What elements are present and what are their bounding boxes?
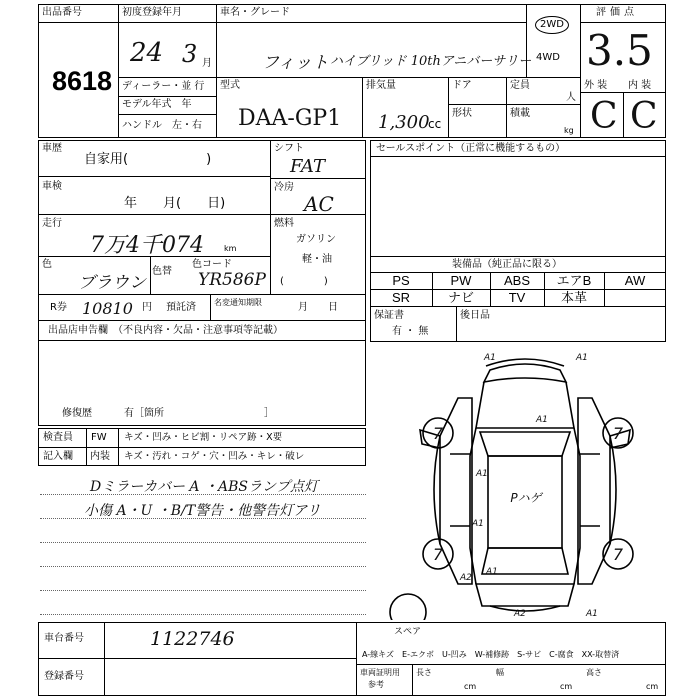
load-label: 積載 xyxy=(510,108,530,119)
name-change-value: 月 日 xyxy=(298,302,338,313)
first-reg-month: 3 xyxy=(182,40,198,68)
damage-mark-hood: A1 xyxy=(536,415,548,425)
tire-mark-rear-right: 7 xyxy=(612,545,624,564)
damage-legend: A-線キズ E-エクボ U-凹み W-補修跡 S-サビ C-腐食 XX-取替済 xyxy=(362,650,620,659)
type-label: 型式 xyxy=(220,80,240,91)
interior-codes: キズ・汚れ・コゲ・穴・凹み・キレ・破レ xyxy=(124,451,305,462)
size-label: 車両証明用 xyxy=(360,668,400,677)
door-label: ドア xyxy=(452,80,472,91)
cc-unit: cc xyxy=(428,117,442,131)
fw-label: FW xyxy=(91,432,107,443)
shaken-label: 車検 xyxy=(42,181,62,192)
color-label: 色 xyxy=(42,259,52,270)
km-unit: km xyxy=(224,244,237,253)
exterior-codes: キズ・凹み・ヒビ割・リペア跡・X要 xyxy=(124,432,283,443)
height-unit: cm xyxy=(646,682,659,691)
load-unit: kg xyxy=(564,126,574,135)
declaration-label: 出品店申告欄 （不良内容・欠品・注意事項等記載） xyxy=(48,325,283,336)
shift-value: FAT xyxy=(290,156,325,177)
right-details-frame xyxy=(370,140,666,342)
handle-label: ハンドル 左・右 xyxy=(122,120,202,131)
fuel-diesel: 軽・油 xyxy=(302,254,332,265)
exterior-label: 外 装 xyxy=(584,80,608,91)
lot-no-label: 出品番号 xyxy=(42,7,82,18)
type-value: DAA-GP1 xyxy=(238,106,342,131)
ref-label: 参考 xyxy=(368,680,384,689)
repair-value: 有［箇所 ］ xyxy=(124,408,274,419)
height-label: 高さ xyxy=(586,668,602,677)
equip-abs: ABS xyxy=(503,273,530,288)
equip-leather: 本革 xyxy=(560,290,587,305)
color-value: ブラウン xyxy=(78,273,146,293)
damage-mark-front-left: A1 xyxy=(484,353,496,363)
equip-pw: PW xyxy=(450,273,472,288)
equip-airbag: エアB xyxy=(556,273,592,288)
repair-label: 修復歴 xyxy=(62,408,92,419)
tire-mark-front-left: 7 xyxy=(432,424,444,443)
floor-note: Pハゲ xyxy=(510,491,542,505)
ac-value: AC xyxy=(304,192,334,216)
tire-mark-front-right: 7 xyxy=(612,424,624,443)
name-change-label: 名変通知期限 xyxy=(214,298,262,307)
displacement-value: 1,300 xyxy=(378,112,430,133)
shaken-value: 年 月( 日) xyxy=(124,196,226,211)
mileage-value: 7万4千074 xyxy=(90,233,204,258)
first-reg-year: 24 xyxy=(130,38,164,68)
name-grade-label: 車名・グレード xyxy=(220,7,290,18)
color-code-value: YR586P xyxy=(198,270,266,290)
inspector-label-2: 記入欄 xyxy=(43,451,73,462)
fuel-gasoline: ガソリン xyxy=(296,234,336,245)
score-label: 評価点 xyxy=(596,7,638,18)
damage-mark-left-door: A1 xyxy=(476,469,488,479)
chassis-label: 車台番号 xyxy=(44,633,84,644)
interior-label: 内 装 xyxy=(628,80,652,91)
shift-label: シフト xyxy=(274,143,304,154)
shape-label: 形状 xyxy=(452,108,472,119)
equip-sr: SR xyxy=(391,290,411,305)
drive-2wd: 2WD xyxy=(535,16,569,34)
warranty-value: 有 ・ 無 xyxy=(392,326,429,337)
month-suffix: 月 xyxy=(202,58,212,69)
recycle-unit: 円 xyxy=(142,302,152,313)
inspector-note-2: 小傷 A・U ・B/T警告・他警告灯アリ xyxy=(84,503,321,519)
ac-label: 冷房 xyxy=(274,182,294,193)
damage-mark-front-right: A1 xyxy=(576,353,588,363)
chassis-value: 1122746 xyxy=(150,628,235,650)
history-label: 車歴 xyxy=(42,143,62,154)
damage-mark-left-rear: A1 xyxy=(486,567,498,577)
fuel-paren: ( ) xyxy=(280,276,328,287)
inspector-note-1: Dミラーカバー A ・ABSランプ点灯 xyxy=(90,479,318,495)
capacity-unit: 人 xyxy=(566,92,576,103)
displacement-label: 排気量 xyxy=(366,80,396,91)
spare-label: スペア xyxy=(394,627,422,637)
color-code-label: 色コード xyxy=(192,259,232,270)
drive-4wd: 4WD xyxy=(536,52,560,63)
width-unit: cm xyxy=(560,682,573,691)
warranty-label: 保証書 xyxy=(374,310,404,321)
first-reg-label: 初度登録年月 xyxy=(122,7,182,18)
fuel-label: 燃料 xyxy=(274,218,294,229)
length-label: 長さ xyxy=(416,668,432,677)
tire-mark-rear-left: 7 xyxy=(432,545,444,564)
recycle-label: R券 xyxy=(50,302,67,313)
damage-mark-left-quarter: A2 xyxy=(460,573,472,583)
equip-ps: PS xyxy=(392,273,410,288)
history-value: 自家用( ) xyxy=(84,152,212,167)
top-section-frame xyxy=(38,4,666,138)
equip-aw: AW xyxy=(624,273,646,288)
equip-navi: ナビ xyxy=(447,290,474,305)
recycle-value: 10810 xyxy=(82,299,133,318)
inspector-label-1: 検査員 xyxy=(43,432,73,443)
car-grade: ハイブリッド 10thアニバーサリー xyxy=(330,54,532,69)
equipment-title: 装備品（純正品に限る） xyxy=(452,259,562,270)
interior-grade: C xyxy=(630,96,658,137)
color-change-label: 色替 xyxy=(152,266,172,277)
interior-code-label: 内装 xyxy=(90,451,110,462)
exterior-grade: C xyxy=(590,96,618,137)
deposit-label: 預託済 xyxy=(166,302,196,313)
dealer-label: ディーラー・並 行 xyxy=(122,81,205,92)
capacity-label: 定員 xyxy=(510,80,530,91)
width-label: 幅 xyxy=(496,668,504,677)
damage-mark-left-rear-door: A1 xyxy=(472,519,484,529)
length-unit: cm xyxy=(464,682,477,691)
sales-points-label: セールスポイント（正常に機能するもの） xyxy=(376,143,566,154)
car-damage-diagram xyxy=(380,344,670,620)
car-name: フィット xyxy=(262,53,329,73)
mileage-label: 走行 xyxy=(42,218,62,229)
equip-tv: TV xyxy=(508,290,526,305)
later-items-label: 後日品 xyxy=(460,310,490,321)
damage-mark-right-rear: A1 xyxy=(586,609,598,619)
lot-number: 8618 xyxy=(52,66,113,96)
damage-mark-rear-bumper: A2 xyxy=(514,609,526,619)
overall-score: 3.5 xyxy=(586,26,653,75)
registration-label: 登録番号 xyxy=(44,671,84,682)
model-year-label: モデル年式 年 xyxy=(122,99,192,110)
